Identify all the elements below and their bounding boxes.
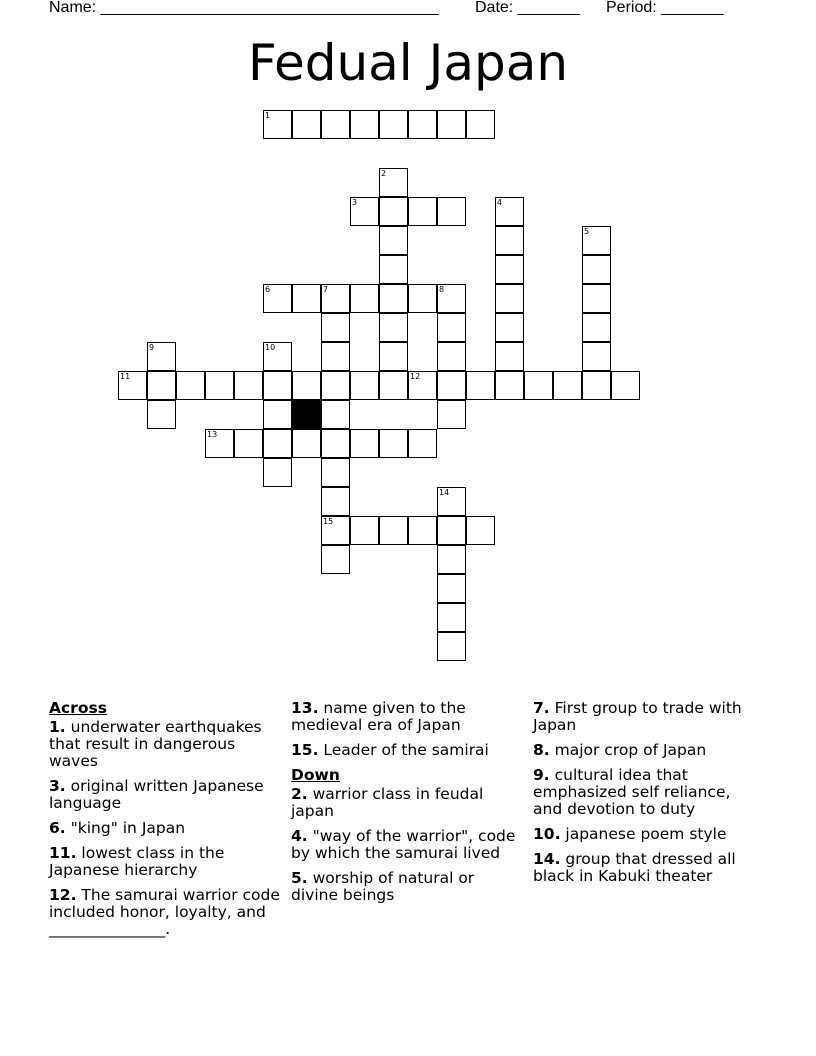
grid-cell[interactable] [408, 284, 437, 313]
clue-item [533, 700, 759, 734]
clue-text: "king" in Japan [70, 819, 186, 837]
grid-cell[interactable] [263, 371, 292, 400]
grid-cell[interactable] [466, 516, 495, 545]
clue-number-label: 12. [49, 886, 77, 904]
grid-cell[interactable] [495, 226, 524, 255]
clue-item [533, 767, 759, 818]
grid-cell[interactable] [321, 429, 350, 458]
grid-cell[interactable] [292, 371, 321, 400]
clue-item [533, 742, 759, 759]
grid-cell[interactable] [379, 226, 408, 255]
grid-cell[interactable] [263, 400, 292, 429]
clue-item [49, 887, 285, 938]
grid-cell[interactable] [437, 545, 466, 574]
grid-cell[interactable] [292, 284, 321, 313]
clue-text: underwater earthquakes that result in dangerous waves [49, 718, 262, 770]
grid-cell[interactable] [408, 371, 437, 400]
clue-number: 15 [323, 517, 334, 526]
grid-cell[interactable] [437, 632, 466, 661]
grid-cell[interactable] [582, 313, 611, 342]
page-title: Fedual Japan [247, 34, 569, 92]
down-heading: Down [291, 766, 340, 784]
grid-cell[interactable] [466, 371, 495, 400]
grid-cell[interactable] [379, 110, 408, 139]
grid-cell[interactable] [379, 371, 408, 400]
clue-item [49, 719, 285, 770]
clue-column-1 [49, 700, 285, 946]
grid-cell[interactable] [437, 313, 466, 342]
clue-number: 4 [497, 198, 503, 207]
grid-cell[interactable] [495, 342, 524, 371]
clue-text: original written Japanese language [49, 777, 264, 812]
grid-cell[interactable] [350, 197, 379, 226]
grid-cell[interactable] [350, 371, 379, 400]
grid-cell[interactable] [321, 110, 350, 139]
grid-cell[interactable] [582, 226, 611, 255]
clue-number: 2 [381, 169, 387, 178]
clue-number: 6 [265, 285, 271, 294]
grid-cell[interactable] [437, 284, 466, 313]
grid-cell[interactable] [292, 429, 321, 458]
grid-cell[interactable] [582, 371, 611, 400]
grid-cell[interactable] [263, 110, 292, 139]
grid-cell[interactable] [437, 197, 466, 226]
grid-cell[interactable] [321, 458, 350, 487]
grid-cell[interactable] [437, 371, 466, 400]
grid-cell[interactable] [379, 168, 408, 197]
grid-cell[interactable] [553, 371, 582, 400]
clue-number: 8 [439, 285, 445, 294]
clue-number: 9 [149, 343, 155, 352]
grid-cell[interactable] [263, 342, 292, 371]
clue-text: First group to trade with Japan [533, 699, 742, 734]
grid-cell[interactable] [147, 400, 176, 429]
grid-cell[interactable] [408, 516, 437, 545]
clue-text: major crop of Japan [554, 741, 707, 759]
grid-cell[interactable] [582, 284, 611, 313]
grid-cell[interactable] [263, 284, 292, 313]
grid-cell[interactable] [408, 429, 437, 458]
grid-cell[interactable] [321, 284, 350, 313]
grid-cell[interactable] [350, 429, 379, 458]
grid-cell[interactable] [611, 371, 640, 400]
clue-text: lowest class in the Japanese hierarchy [49, 844, 225, 879]
clue-item [49, 778, 285, 812]
clue-number: 1 [265, 111, 271, 120]
grid-cell[interactable] [321, 545, 350, 574]
grid-cell[interactable] [263, 429, 292, 458]
grid-cell[interactable] [582, 255, 611, 284]
grid-cell[interactable] [205, 371, 234, 400]
grid-cell[interactable] [379, 342, 408, 371]
grid-cell[interactable] [379, 313, 408, 342]
clue-number: 7 [323, 285, 329, 294]
clue-number: 13 [207, 430, 218, 439]
clue-number-label: 1. [49, 718, 66, 736]
grid-cell[interactable] [437, 603, 466, 632]
clue-item [291, 700, 519, 734]
grid-cell[interactable] [234, 429, 263, 458]
clue-number-label: 10. [533, 825, 561, 843]
clue-number-label: 14. [533, 850, 561, 868]
clue-number-label: 15. [291, 741, 319, 759]
grid-cell[interactable] [147, 371, 176, 400]
clue-text: worship of natural or divine beings [291, 869, 475, 904]
grid-cell[interactable] [437, 487, 466, 516]
grid-cell[interactable] [437, 342, 466, 371]
grid-cell[interactable] [176, 371, 205, 400]
grid-cell[interactable] [263, 458, 292, 487]
clue-number: 5 [584, 227, 590, 236]
grid-cell[interactable] [292, 110, 321, 139]
grid-cell[interactable] [466, 110, 495, 139]
clue-number-label: 2. [291, 785, 308, 803]
clue-number: 12 [410, 372, 421, 381]
grid-cell[interactable] [379, 284, 408, 313]
clue-text: group that dressed all black in Kabuki theater [533, 850, 736, 885]
grid-cell[interactable] [379, 197, 408, 226]
grid-cell[interactable] [524, 371, 553, 400]
grid-cell[interactable] [321, 371, 350, 400]
grid-cell[interactable] [321, 342, 350, 371]
clue-number-label: 9. [533, 766, 550, 784]
clue-item [533, 826, 759, 843]
clue-number: 10 [265, 343, 276, 352]
grid-cell[interactable] [350, 284, 379, 313]
clue-item [291, 828, 519, 862]
grid-cell[interactable] [321, 487, 350, 516]
clue-number: 3 [352, 198, 358, 207]
clue-column-3 [533, 700, 759, 893]
grid-cell[interactable] [379, 516, 408, 545]
grid-cell[interactable] [495, 371, 524, 400]
grid-cell[interactable] [379, 255, 408, 284]
clue-text: Leader of the samirai [323, 741, 489, 759]
clue-item [291, 870, 519, 904]
date-field-label: Date: _______ [475, 0, 580, 16]
grid-cell[interactable] [495, 197, 524, 226]
grid-cell[interactable] [408, 197, 437, 226]
clue-number-label: 5. [291, 869, 308, 887]
clue-item [49, 845, 285, 879]
grid-cell[interactable] [118, 371, 147, 400]
grid-cell[interactable] [321, 400, 350, 429]
clue-item [291, 786, 519, 820]
period-field-label: Period: _______ [606, 0, 724, 16]
clue-item [533, 851, 759, 885]
grid-cell[interactable] [379, 429, 408, 458]
clue-number-label: 6. [49, 819, 66, 837]
grid-cell[interactable] [437, 516, 466, 545]
clue-text: name given to the medieval era of Japan [291, 699, 466, 734]
clue-number-label: 3. [49, 777, 66, 795]
grid-cell[interactable] [582, 342, 611, 371]
grid-cell[interactable] [234, 371, 263, 400]
grid-cell[interactable] [437, 574, 466, 603]
clue-text: japanese poem style [565, 825, 727, 843]
clue-number: 14 [439, 488, 450, 497]
clue-number-label: 4. [291, 827, 308, 845]
clue-item [49, 820, 285, 837]
clue-number: 11 [120, 372, 131, 381]
grid-cell[interactable] [147, 342, 176, 371]
clue-text: The samurai warrior code included honor, loyalty, and _______________. [49, 886, 280, 938]
clue-number-label: 8. [533, 741, 550, 759]
grid-cell[interactable] [437, 400, 466, 429]
grid-cell[interactable] [350, 110, 379, 139]
clue-text: cultural idea that emphasized self reliance, and devotion to duty [533, 766, 731, 818]
clue-text: warrior class in feudal japan [291, 785, 484, 820]
across-heading: Across [49, 699, 107, 717]
clue-number-label: 7. [533, 699, 550, 717]
grid-cell[interactable] [495, 313, 524, 342]
grid-cell[interactable] [495, 255, 524, 284]
grid-cell[interactable] [205, 429, 234, 458]
grid-cell[interactable] [408, 110, 437, 139]
clue-number-label: 13. [291, 699, 319, 717]
clue-text: "way of the warrior", code by which the samurai lived [291, 827, 516, 862]
name-field-label: Name: ______________________________________ [49, 0, 439, 16]
grid-cell[interactable] [495, 284, 524, 313]
grid-cell[interactable] [321, 516, 350, 545]
clue-column-2 [291, 700, 519, 912]
clue-item [291, 742, 519, 759]
clue-number-label: 11. [49, 844, 77, 862]
black-square [292, 400, 321, 429]
grid-cell[interactable] [437, 110, 466, 139]
grid-cell[interactable] [350, 516, 379, 545]
grid-cell[interactable] [321, 313, 350, 342]
